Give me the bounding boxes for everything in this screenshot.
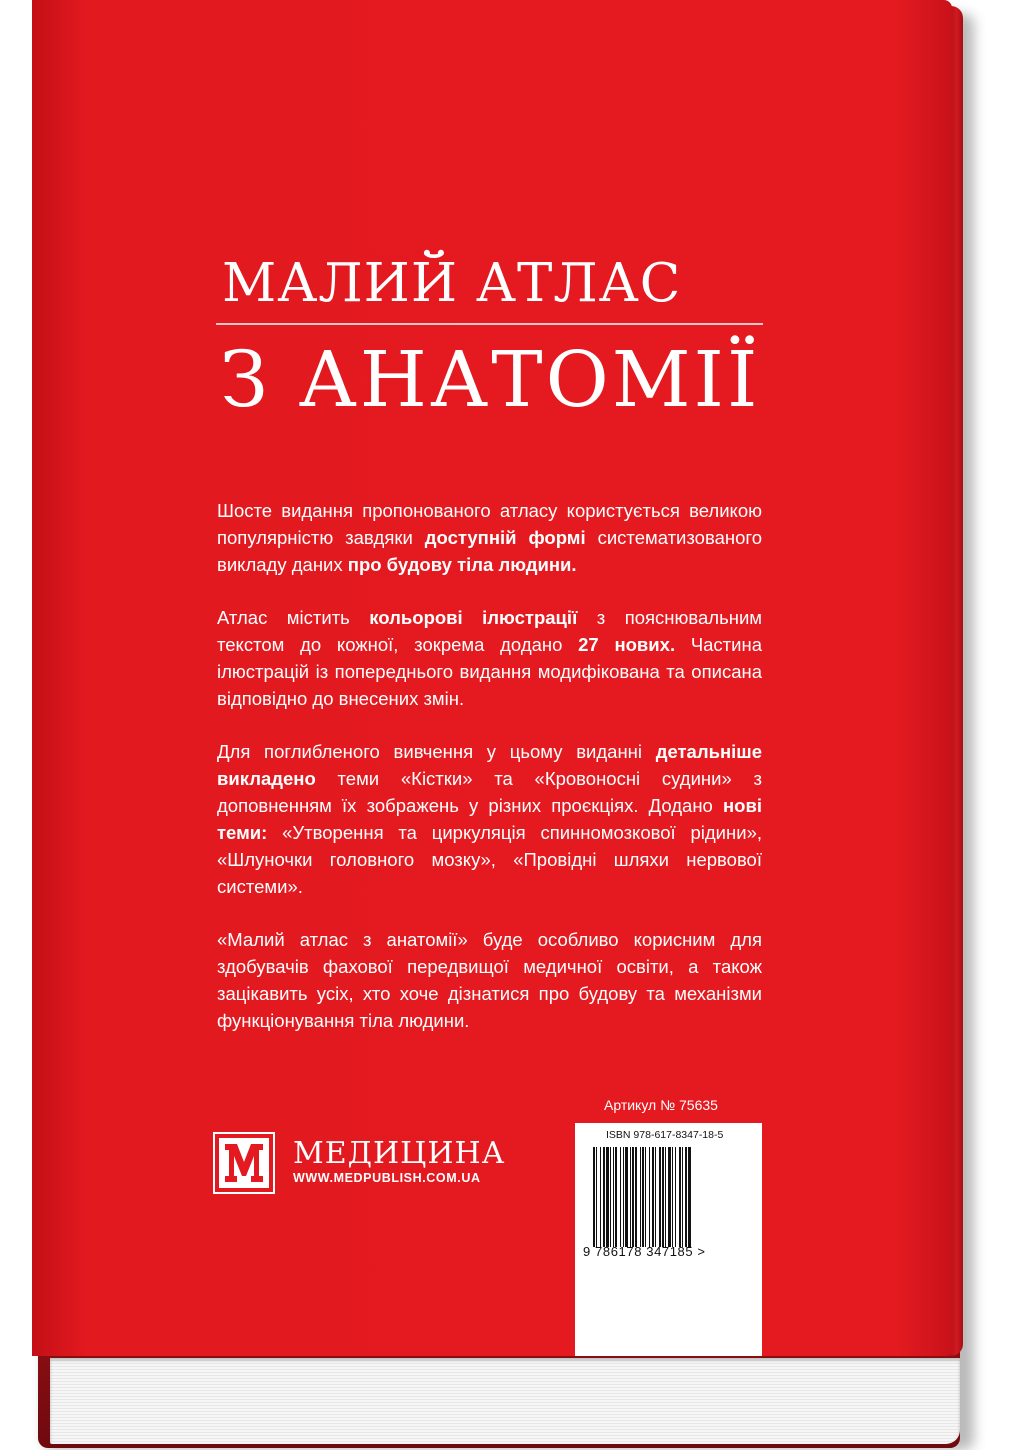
barcode-bar <box>593 1147 595 1247</box>
barcode-bar <box>668 1147 671 1247</box>
isbn-label: ISBN 978-617-8347-18-5 <box>606 1129 724 1141</box>
description-paragraph-3 <box>217 738 762 900</box>
publisher-logo-icon <box>213 1132 275 1194</box>
barcode-bar <box>662 1147 664 1247</box>
body-text: з пояснювальним текстом до кожної, зокрема додано <box>217 607 762 655</box>
barcode-panel <box>575 1123 762 1356</box>
barcode-bar <box>620 1147 621 1247</box>
page-block <box>50 1358 960 1444</box>
barcode-bar <box>613 1147 614 1247</box>
barcode-bar <box>645 1147 646 1247</box>
barcode-bar <box>635 1147 637 1247</box>
barcode-bar <box>675 1147 676 1247</box>
barcode-bar <box>688 1147 691 1247</box>
barcode-bar <box>630 1147 631 1247</box>
barcode-bar <box>642 1147 644 1247</box>
emphasis-text: 27 нових. <box>578 634 676 655</box>
title-line-2: З АНАТОМІЇ <box>220 336 761 425</box>
emphasis-text: про будову тіла людини. <box>347 554 577 575</box>
emphasis-text: нові теми: <box>217 795 762 843</box>
barcode-bar <box>623 1147 624 1247</box>
body-text: Шосте видання пропонованого атласу користується великою популярністю завдяки <box>217 500 762 548</box>
emphasis-text: доступній формі <box>424 527 586 548</box>
barcode-digits: 9 786178 347185 > <box>583 1244 706 1259</box>
barcode-bar <box>606 1147 609 1247</box>
publisher-name: МЕДИЦИНА <box>293 1136 506 1171</box>
body-text: систематизованого викладу даних <box>217 527 762 575</box>
article-number: Артикул № 75635 <box>604 1097 718 1113</box>
body-text: Частина ілюстрацій із попереднього видання модифікована та описана відповідно до внесених змін. <box>217 634 762 709</box>
barcode-bar <box>659 1147 661 1247</box>
barcode-bar <box>610 1147 611 1247</box>
emphasis-text: кольорові ілюстрації <box>369 607 578 628</box>
publisher-url: WWW.MEDPUBLISH.COM.UA <box>293 1171 481 1185</box>
title-divider <box>216 323 763 325</box>
barcode-bar <box>665 1147 666 1247</box>
publisher-logo <box>213 1132 275 1194</box>
barcode-bar <box>652 1147 654 1247</box>
barcode-bar <box>649 1147 650 1247</box>
barcode-bar <box>685 1147 687 1247</box>
description-paragraph-1 <box>217 497 762 578</box>
barcode-bar <box>625 1147 628 1247</box>
body-text: «Малий атлас з анатомії» буде особливо корисним для здобувачів фахової передвищої медичної освіти, а також зацікавить усіх, хто хоче дізнатися про будову та механізми функціонування тіла людини. <box>217 929 762 1031</box>
barcode-bars <box>593 1147 743 1247</box>
book-description <box>217 497 762 1060</box>
description-paragraph-2 <box>217 604 762 712</box>
barcode-bar <box>640 1147 641 1247</box>
barcode-bar <box>655 1147 656 1247</box>
barcode-bar <box>615 1147 617 1247</box>
body-text: теми «Кістки» та «Кровоносні судини» з доповненням їх зображень у різних проєкціях. Додано <box>217 768 762 816</box>
barcode-bar <box>600 1147 601 1247</box>
barcode-bar <box>603 1147 605 1247</box>
body-text: Атлас містить <box>217 607 370 628</box>
barcode-bar <box>632 1147 634 1247</box>
title-line-1: МАЛИЙ АТЛАС <box>222 253 682 314</box>
barcode-bar <box>672 1147 673 1247</box>
description-paragraph-4 <box>217 926 762 1034</box>
barcode-bar <box>682 1147 683 1247</box>
body-text: «Утворення та циркуляція спинномозкової рідини», «Шлуночки головного мозку», «Провідні шляхи нервової системи». <box>217 822 762 897</box>
body-text: Для поглибленого вивчення у цьому виданні <box>217 741 656 762</box>
barcode-bar <box>679 1147 681 1247</box>
emphasis-text: детальніше викладено <box>217 741 762 789</box>
barcode-bar <box>596 1147 597 1247</box>
